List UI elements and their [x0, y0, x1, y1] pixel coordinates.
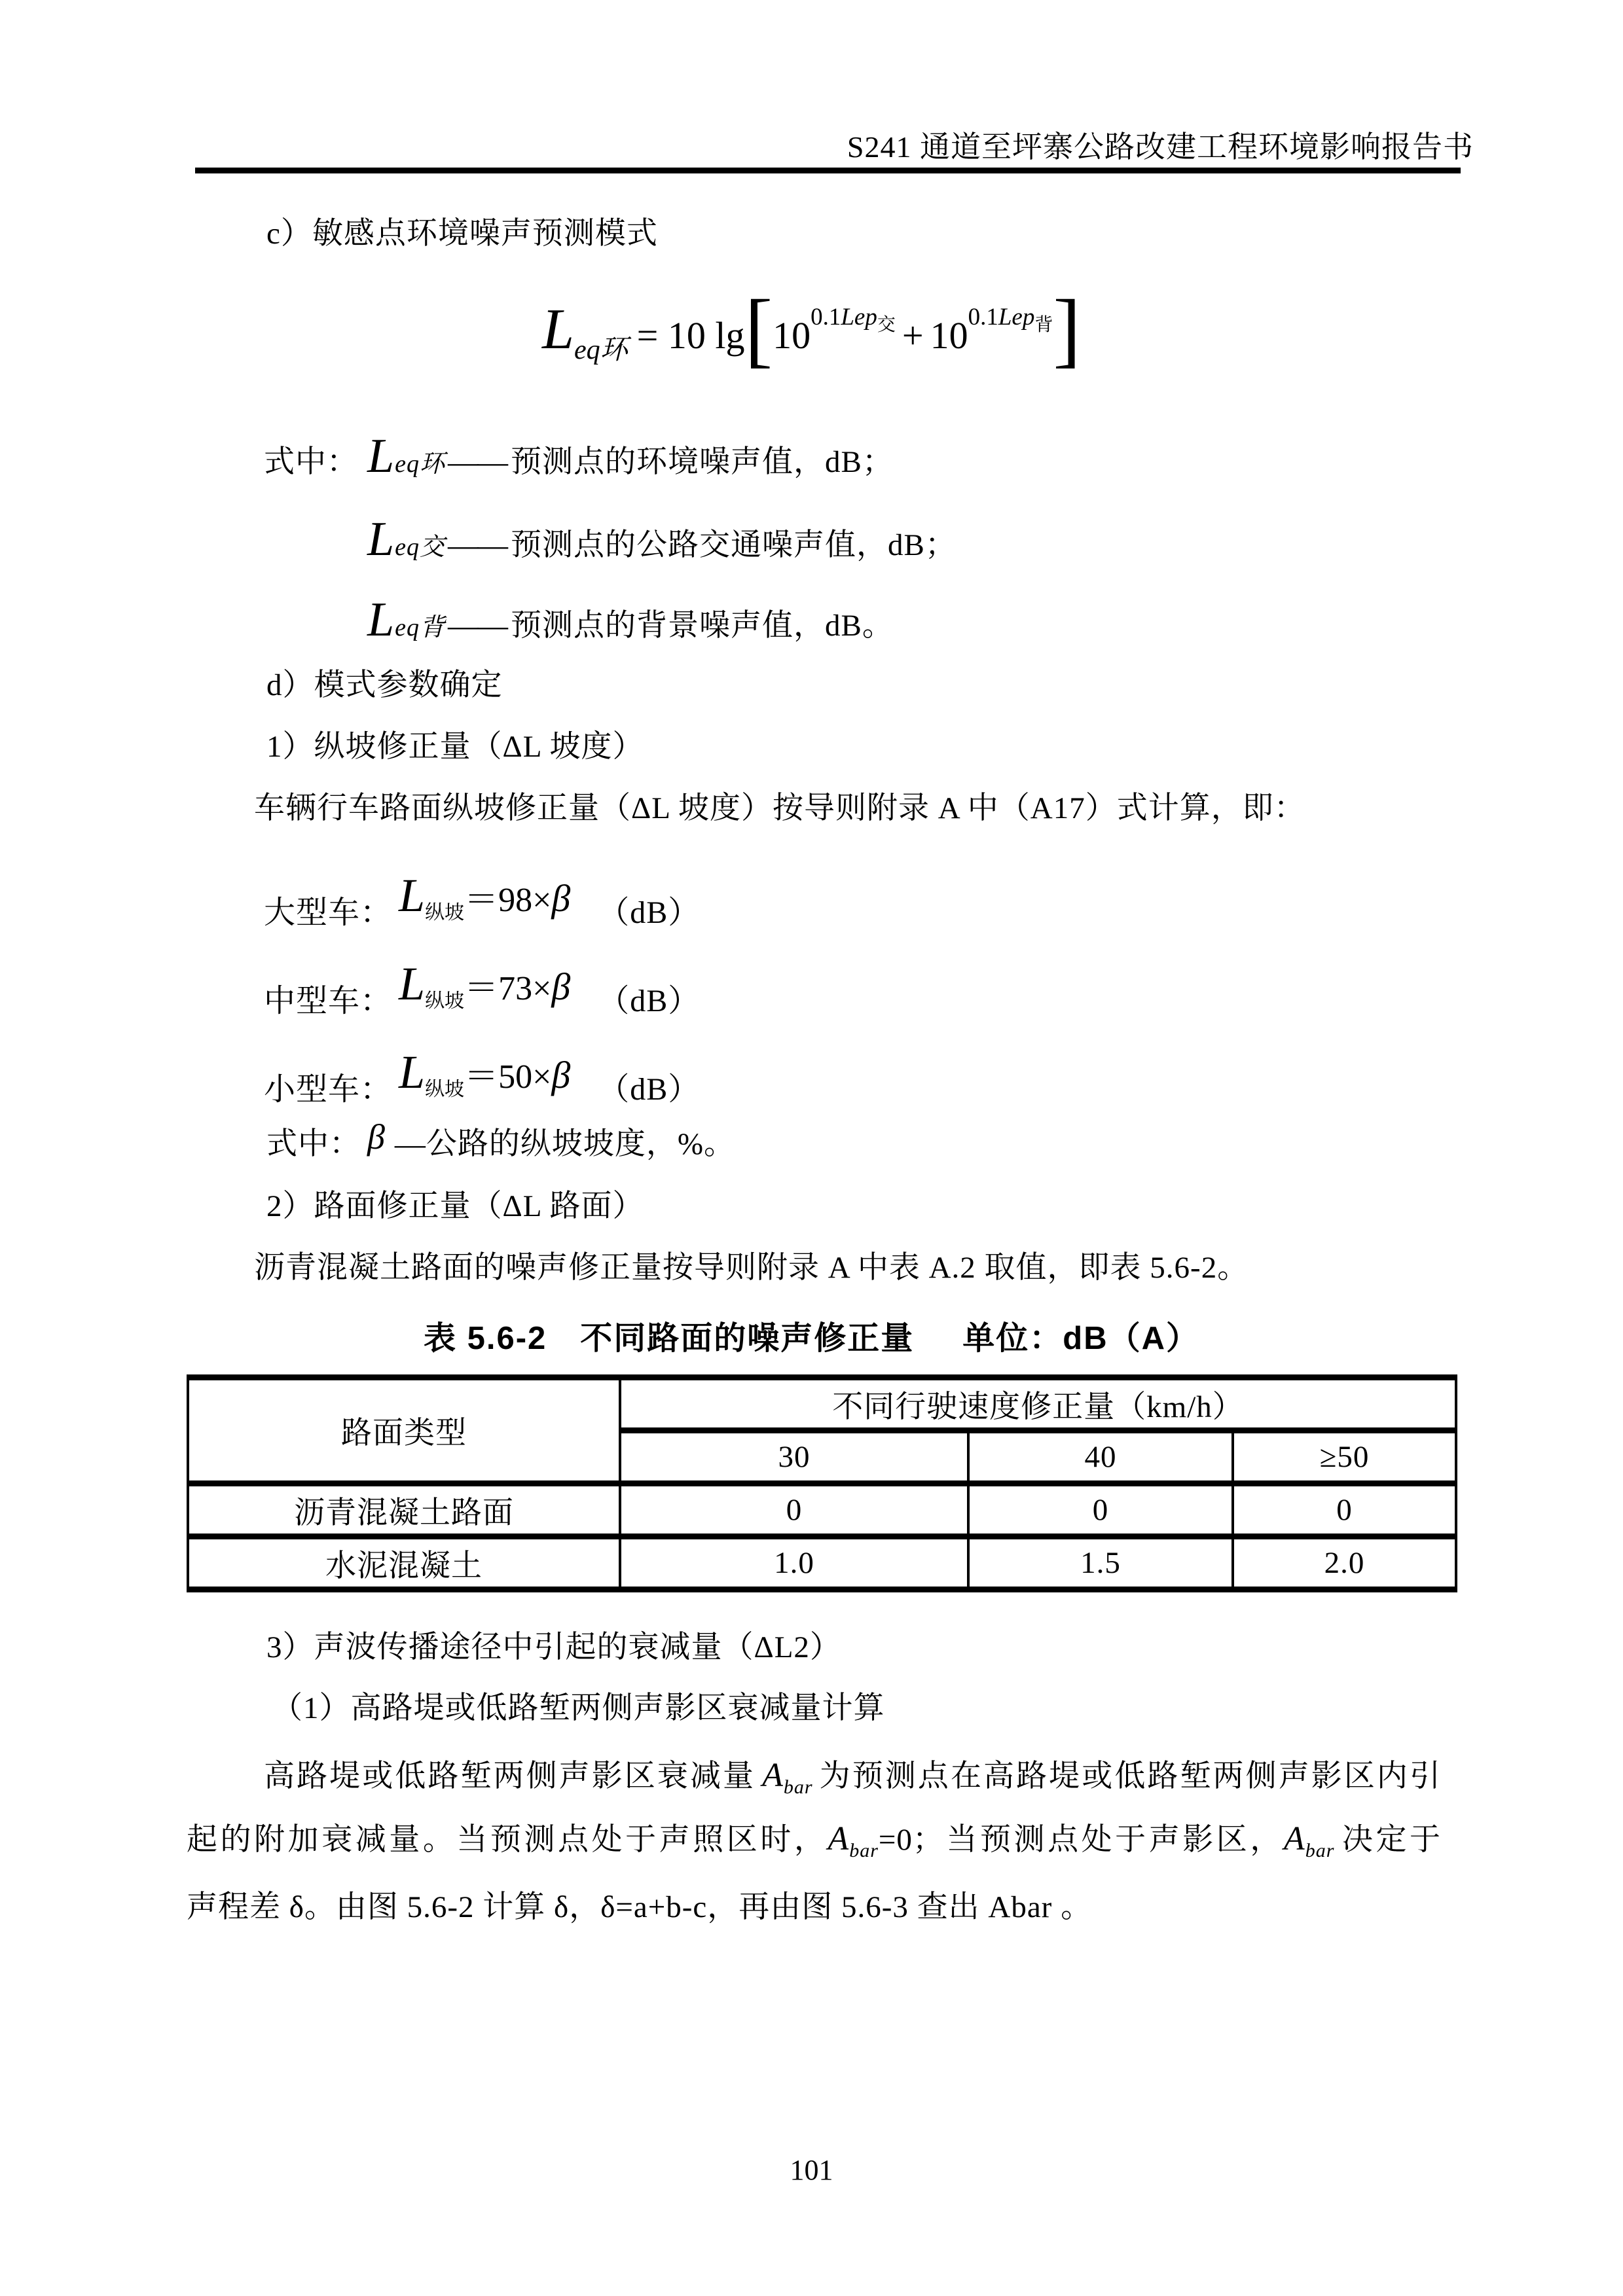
table-header-speed-50: ≥50: [1233, 1431, 1456, 1484]
where-definition-background: [264, 592, 894, 648]
symbol-Abar-subscript: bar: [1305, 1840, 1335, 1861]
symbol-L: L: [367, 593, 395, 647]
attenuation-text: 起的附加衰减量。当预测点处于声照区时，: [187, 1823, 828, 1857]
formula-term2-base: 10: [930, 314, 968, 357]
slope-formula-large-vehicle: [264, 869, 701, 937]
table-caption-title: 表 5.6-2 不同路面的噪声修正量: [423, 1321, 915, 1356]
table-cell-v30: 0: [620, 1484, 968, 1537]
beta-definition-line: [266, 1119, 735, 1163]
slope-formula: [399, 869, 570, 925]
attenuation-text: 高路堤或低路堑两侧声影区衰减量: [264, 1759, 756, 1793]
attenuation-paragraph-line3: 声程差 δ。由图 5.6-2 计算 δ，δ=a+b-c，再由图 5.6-3 查出 Abar 。: [187, 1890, 1093, 1924]
table-cell-v40: 0: [968, 1484, 1233, 1537]
beta-symbol: β: [367, 1117, 386, 1157]
formula-left-bracket: [: [744, 283, 773, 376]
pavement-correction-table-wrap: [187, 1374, 1457, 1592]
formula-term2-variable: Lep: [998, 304, 1035, 331]
symbol-L: L: [399, 1046, 426, 1098]
heading-d: d）模式参数确定: [266, 668, 503, 702]
formula-term2-variable-subscript: 背: [1034, 315, 1053, 335]
table-cell-v40: 1.5: [968, 1537, 1233, 1590]
attenuation-text: 决定于: [1340, 1823, 1442, 1857]
slope-formula-small-vehicle: [264, 1046, 701, 1113]
table-caption: [0, 1313, 1623, 1359]
heading-attenuation: 3）声波传播途径中引起的衰减量（ΔL2）: [266, 1630, 841, 1664]
vehicle-label: 大型车：: [264, 895, 393, 930]
attenuation-text: =0；当预测点处于声影区，: [878, 1823, 1284, 1857]
definition-dash: ——: [448, 445, 507, 479]
where-prefix: 式中：: [264, 445, 358, 479]
symbol-Abar-subscript: bar: [783, 1776, 813, 1798]
table-cell-type: 沥青混凝土路面: [188, 1484, 620, 1537]
symbol-L: L: [367, 512, 395, 566]
formula-term1-exponent: [811, 304, 896, 335]
symbol-Abar: A: [828, 1820, 850, 1857]
header-rule: [195, 168, 1461, 173]
formula-term2-exponent: [968, 304, 1053, 335]
report-header-title: S241 通道至坪寨公路改建工程环境影响报告书: [847, 130, 1474, 164]
vehicle-label: 中型车：: [264, 984, 393, 1018]
definition-text: 预测点的公路交通噪声值，dB；: [511, 528, 957, 562]
table-row: [188, 1484, 1456, 1537]
formula-equals: = 10 lg: [636, 314, 745, 357]
symbol-L-subscript: eq环: [395, 450, 446, 478]
where-prefix: 式中：: [266, 1127, 361, 1161]
formula-term2-coef: 0.1: [968, 304, 998, 331]
table-header-speed-30: 30: [620, 1431, 968, 1484]
table-header-speed-40: 40: [968, 1431, 1233, 1484]
symbol-L: L: [367, 429, 395, 483]
table-header-pavement-type: 路面类型: [188, 1378, 620, 1484]
formula-lhs: L: [542, 298, 574, 361]
table-row: [188, 1537, 1456, 1590]
formula-unit: （dB）: [598, 984, 701, 1018]
symbol-L-subscript: 纵坡: [425, 902, 465, 924]
beta-definition-text: —公路的纵坡坡度，%。: [394, 1127, 736, 1161]
formula-term1-coef: 0.1: [811, 304, 841, 331]
beta-symbol: β: [551, 1054, 571, 1096]
table-cell-v30: 1.0: [620, 1537, 968, 1590]
beta-symbol: β: [551, 965, 571, 1008]
pavement-intro-paragraph: 沥青混凝土路面的噪声修正量按导则附录 A 中表 A.2 取值，即表 5.6-2。: [254, 1251, 1249, 1285]
slope-formula: [399, 1045, 570, 1102]
definition-dash: ——: [448, 609, 507, 643]
formula-rhs: ＝50×: [464, 1058, 552, 1096]
beta-symbol: β: [551, 877, 571, 920]
formula-right-bracket: ]: [1053, 283, 1081, 376]
symbol-Abar: A: [762, 1757, 784, 1794]
where-definition-env: [264, 429, 894, 484]
page-number: 101: [790, 2154, 833, 2186]
formula-term1-variable: Lep: [841, 304, 877, 331]
table-caption-unit: 单位：dB（A）: [962, 1321, 1200, 1356]
symbol-Abar-subscript: bar: [849, 1840, 879, 1861]
formula-unit: （dB）: [598, 1072, 701, 1107]
symbol-L: L: [399, 958, 426, 1010]
definition-text: 预测点的环境噪声值，dB；: [511, 445, 894, 479]
formula-lhs-subscript: eq环: [574, 335, 628, 365]
formula-plus: +: [902, 314, 924, 357]
formula-unit: （dB）: [598, 895, 701, 930]
attenuation-paragraph-line1: [187, 1751, 1441, 1799]
symbol-L-subscript: 纵坡: [425, 1079, 465, 1100]
heading-pavement-correction: 2）路面修正量（ΔL 路面）: [266, 1189, 644, 1223]
slope-intro-paragraph: 车辆行车路面纵坡修正量（ΔL 坡度）按导则附录 A 中（A17）式计算，即：: [254, 791, 1305, 825]
heading-c: c）敏感点环境噪声预测模式: [266, 217, 658, 251]
formula-rhs: ＝73×: [464, 970, 552, 1007]
table-cell-v50: 2.0: [1233, 1537, 1456, 1590]
env-noise-formula: [0, 281, 1623, 378]
formula-term1-variable-subscript: 交: [877, 315, 896, 335]
heading-attenuation-sub1: （1）高路堤或低路堑两侧声影区衰减量计算: [272, 1691, 885, 1725]
vehicle-label: 小型车：: [264, 1072, 393, 1107]
attenuation-text: 为预测点在高路堤或低路堑两侧声影区内引: [818, 1759, 1442, 1793]
table-cell-v50: 0: [1233, 1484, 1456, 1537]
formula-term1-base: 10: [773, 314, 811, 357]
symbol-L-subscript: 纵坡: [425, 990, 465, 1012]
where-definition-traffic: [264, 512, 957, 567]
slope-formula-medium-vehicle: [264, 958, 701, 1025]
table-cell-type: 水泥混凝土: [188, 1537, 620, 1590]
pavement-correction-table: [187, 1374, 1457, 1592]
definition-text: 预测点的背景噪声值，dB。: [511, 609, 894, 643]
table-header-speed-correction: 不同行驶速度修正量（km/h）: [620, 1378, 1456, 1431]
symbol-Abar: A: [1283, 1820, 1305, 1857]
formula-rhs: ＝98×: [464, 882, 552, 919]
symbol-L-subscript: eq交: [395, 533, 446, 561]
attenuation-paragraph-line2: [187, 1815, 1441, 1862]
definition-dash: ——: [448, 528, 507, 562]
symbol-L: L: [399, 869, 426, 922]
heading-slope-correction: 1）纵坡修正量（ΔL 坡度）: [266, 730, 644, 764]
slope-formula: [399, 957, 570, 1013]
symbol-L-subscript: eq背: [395, 614, 446, 641]
